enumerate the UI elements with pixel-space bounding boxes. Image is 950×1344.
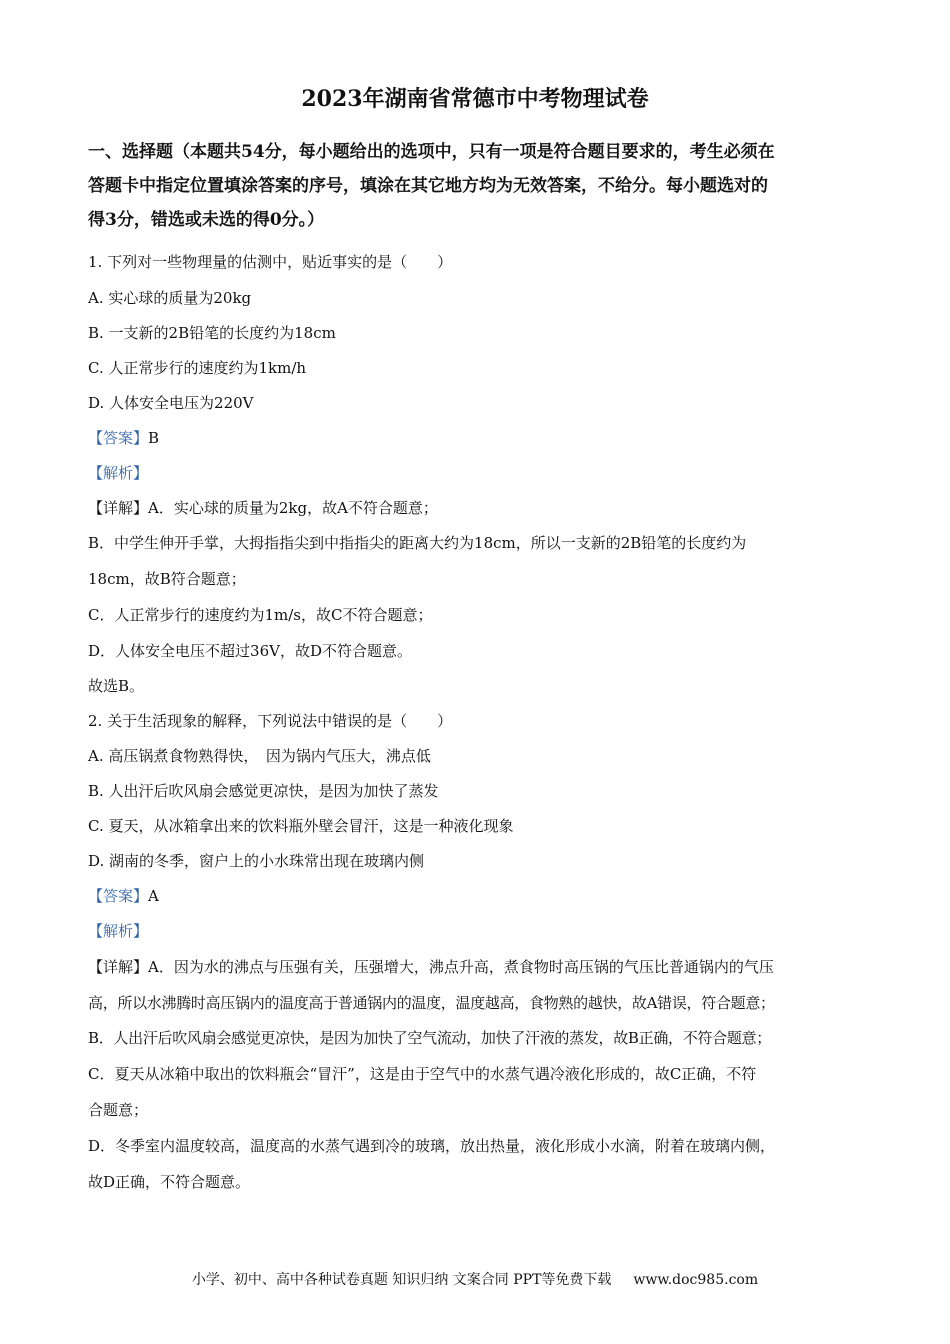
question-2-stem: 2. 关于生活现象的解释，下列说法中错误的是（ ）: [88, 712, 453, 730]
section-heading: [88, 135, 878, 237]
detail-label: 【详解】: [88, 499, 149, 517]
question-2-detail-line: [88, 957, 878, 977]
footer-text: 小学、初中、高中各种试卷真题 知识归纳 文案合同 PPT等免费下载: [191, 1272, 612, 1288]
question-2-option-d: D. 湖南的冬季，窗户上的小水珠常出现在玻璃内侧: [88, 852, 425, 870]
question-1-detail-line: D．人体安全电压不超过36V，故D不符合题意。: [88, 642, 412, 660]
detail-text: A．因为水的沸点与压强有关，压强增大，沸点升高，煮食物时高压锅的气压比普通锅内的气压: [148, 958, 774, 976]
question-1-stem: 1. 下列对一些物理量的估测中，贴近事实的是（ ）: [88, 253, 453, 271]
question-1-option-b: B. 一支新的2B铅笔的长度约为18cm: [88, 324, 336, 342]
question-1-conclusion: 故选B。: [88, 677, 145, 695]
question-2-detail-line: 合题意；: [88, 1101, 149, 1119]
question-2-option-b: B. 人出汗后吹风扇会感觉更凉快，是因为加快了蒸发: [88, 782, 439, 800]
question-2-detail-line: 故D正确，不符合题意。: [88, 1173, 251, 1191]
footer-url[interactable]: www.doc985.com: [633, 1272, 759, 1288]
answer-label: 【答案】: [88, 429, 149, 447]
question-2-analysis-label: 【解析】: [88, 922, 149, 940]
section-heading-line: 答题卡中指定位置填涂答案的序号，填涂在其它地方均为无效答案，不给分。每小题选对的: [88, 176, 768, 196]
question-2-detail-line: D．冬季室内温度较高，温度高的水蒸气遇到冷的玻璃，放出热量，液化形成小水滴，附着在玻璃内侧，: [88, 1137, 776, 1155]
question-1-detail-line: 18cm，故B符合题意；: [88, 570, 246, 588]
question-2-detail-line: C．夏天从冰箱中取出的饮料瓶会“冒汗”，这是由于空气中的水蒸气遇冷液化形成的，故C正确，不符: [88, 1065, 757, 1083]
answer-value: A: [148, 887, 159, 905]
question-2-answer: [88, 886, 878, 906]
question-1-detail-line: B．中学生伸开手掌，大拇指指尖到中指指尖的距离大约为18cm，所以一支新的2B铅笔的长度约为: [88, 534, 747, 552]
question-2-detail-line: 高，所以水沸腾时高压锅内的温度高于普通锅内的温度，温度越高，食物熟的越快，故A错误，符合题意；: [88, 994, 775, 1012]
detail-text: A．实心球的质量为2kg，故A不符合题意；: [148, 499, 438, 517]
question-1-detail-line: [88, 498, 878, 518]
page-footer: [0, 1270, 950, 1290]
answer-value: B: [148, 429, 160, 447]
detail-label: 【详解】: [88, 958, 149, 976]
question-1-answer: [88, 428, 878, 448]
section-heading-line: 一、选择题（本题共54分，每小题给出的选项中，只有一项是符合题目要求的，考生必须在: [88, 142, 775, 162]
question-1-option-a: A. 实心球的质量为20kg: [88, 289, 252, 307]
question-1-detail-line: C．人正常步行的速度约为1m/s，故C不符合题意；: [88, 606, 433, 624]
section-heading-line: 得3分，错选或未选的得0分。）: [88, 210, 325, 230]
question-2-option-a: A. 高压锅煮食物熟得快， 因为锅内气压大，沸点低: [88, 747, 431, 765]
page-title: 2023年湖南省常德市中考物理试卷: [301, 86, 649, 112]
question-2-detail-line: B．人出汗后吹风扇会感觉更凉快，是因为加快了空气流动，加快了汗液的蒸发，故B正确，不符合题意；: [88, 1029, 771, 1047]
question-2-option-c: C. 夏天，从冰箱拿出来的饮料瓶外壁会冒汗，这是一种液化现象: [88, 817, 514, 835]
question-1-analysis-label: 【解析】: [88, 464, 149, 482]
question-1-option-c: C. 人正常步行的速度约为1km/h: [88, 359, 307, 377]
answer-label: 【答案】: [88, 887, 149, 905]
question-1-option-d: D. 人体安全电压为220V: [88, 394, 254, 412]
